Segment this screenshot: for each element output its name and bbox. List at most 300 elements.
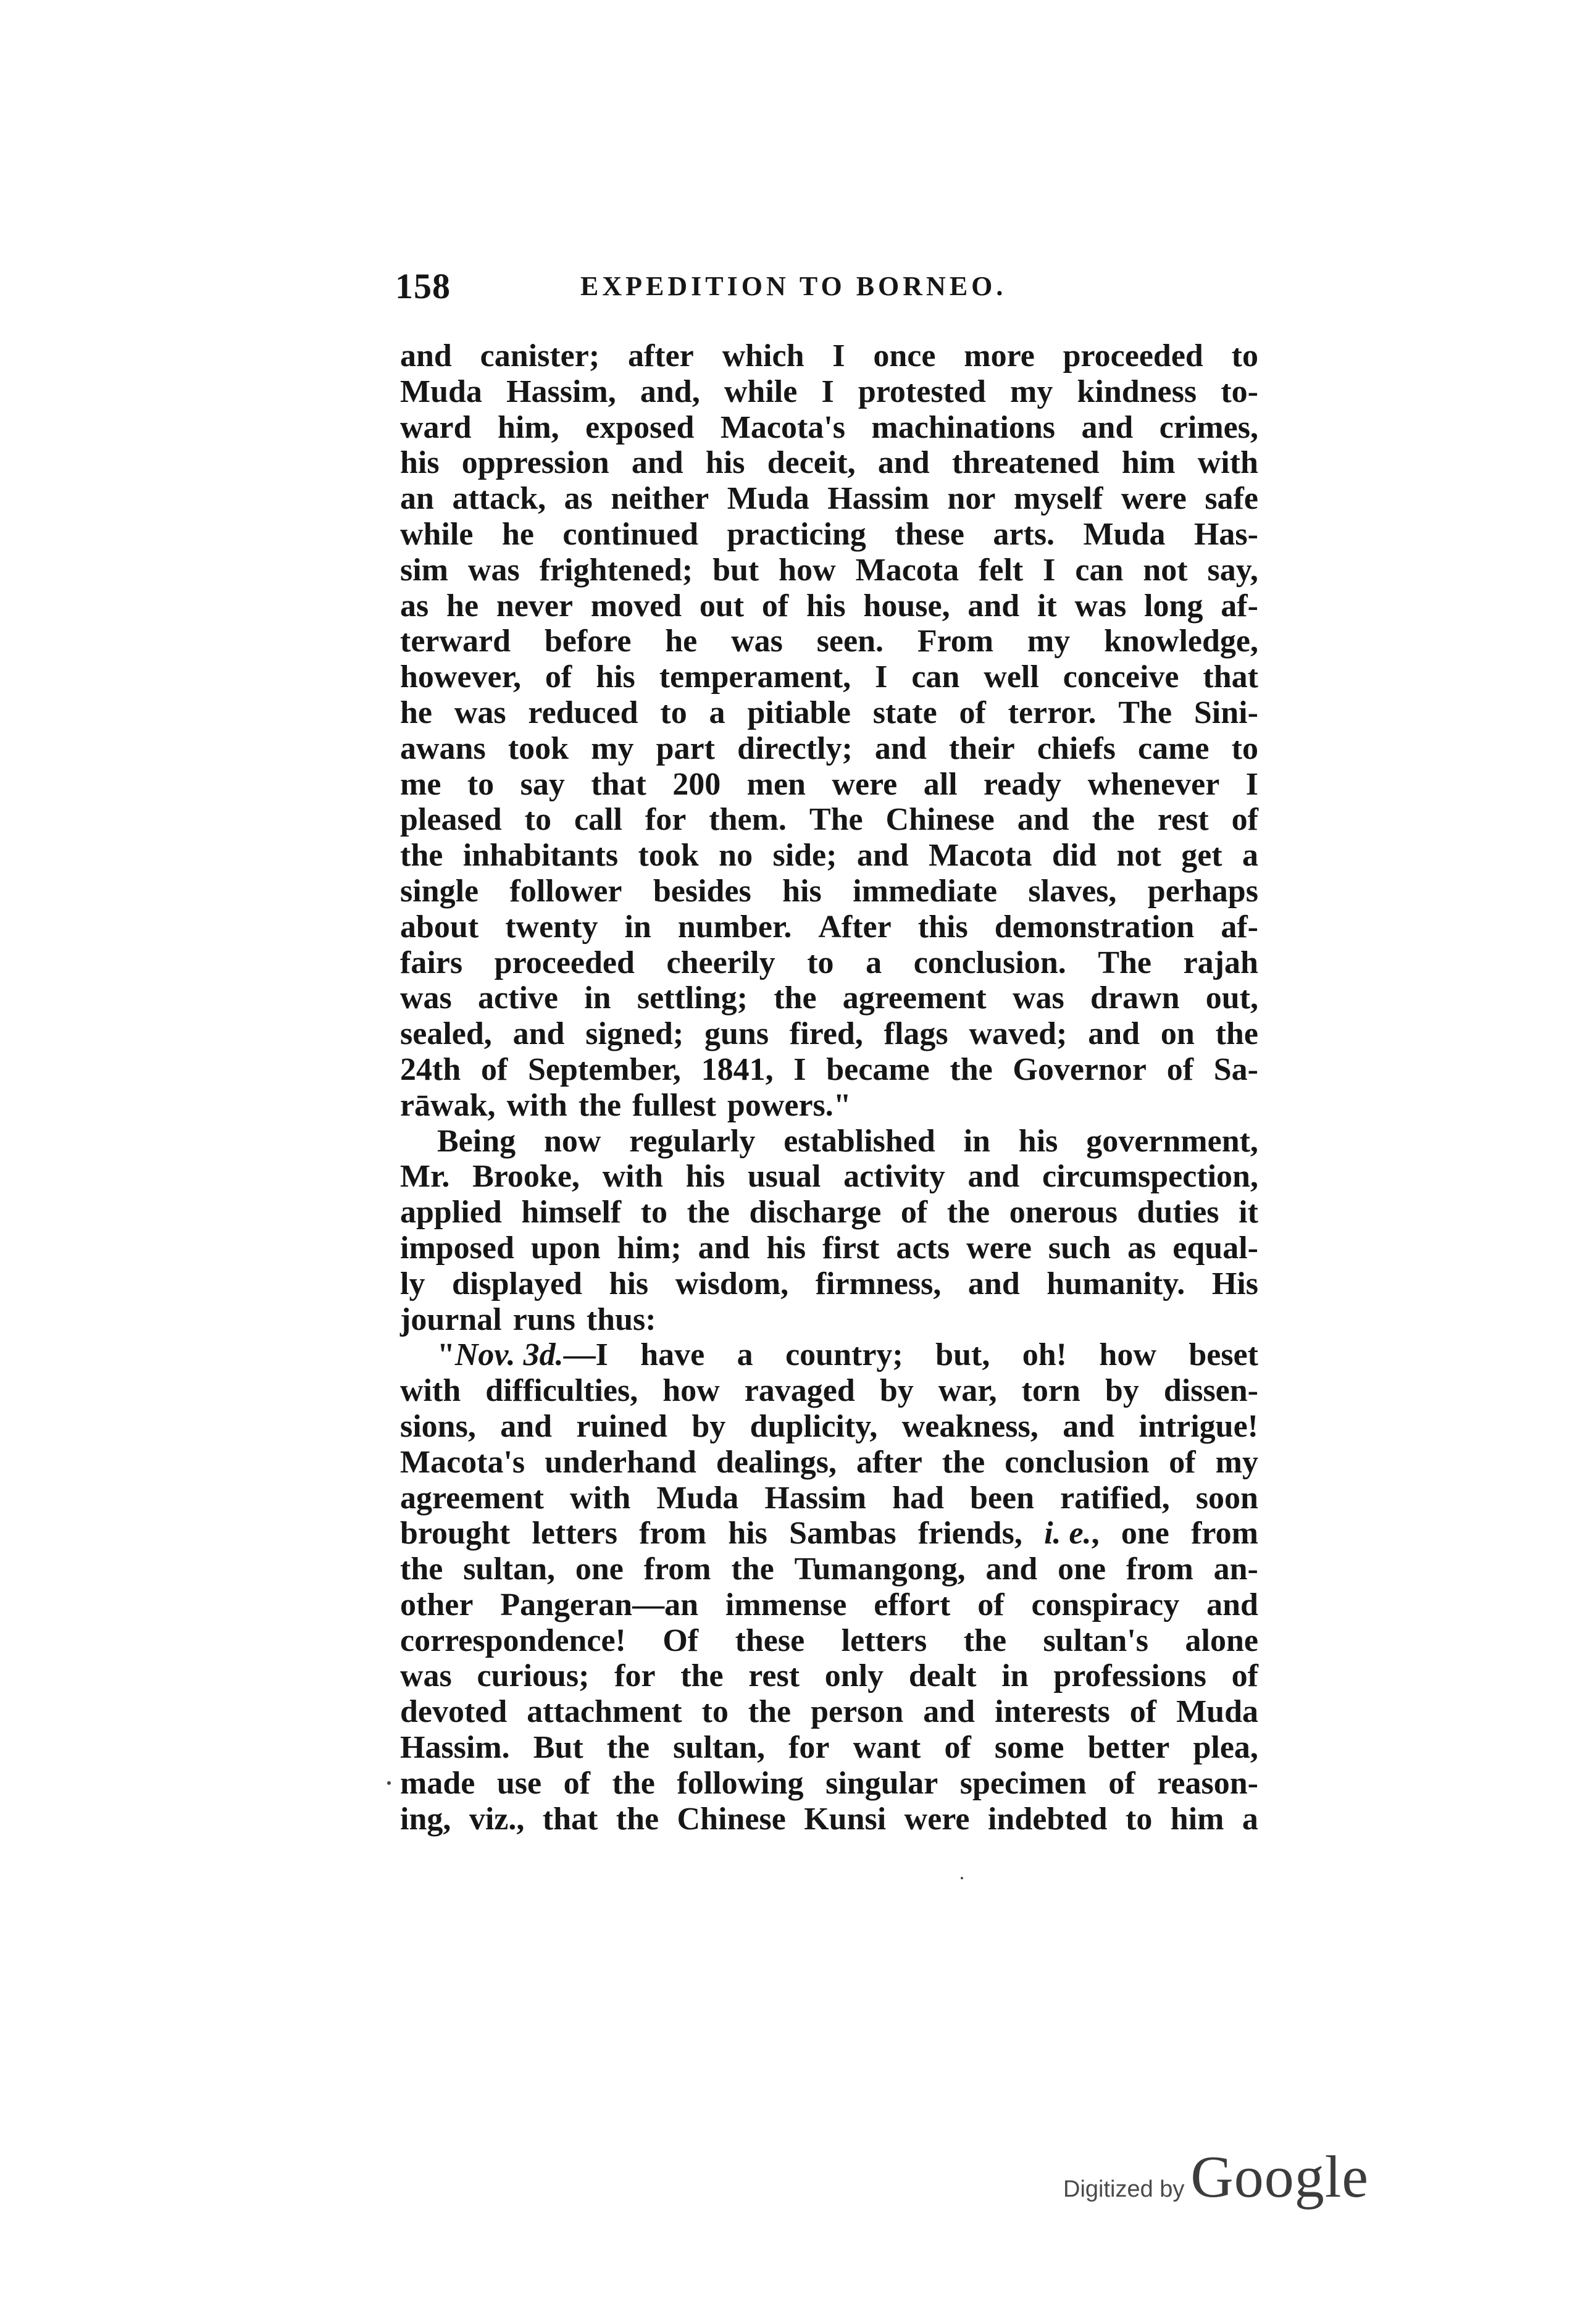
word: Macota: [855, 552, 959, 588]
word: say,: [1207, 552, 1258, 588]
word: the: [774, 980, 817, 1016]
text-line: [400, 1230, 1258, 1266]
word: letters: [532, 1516, 618, 1551]
word: wisdom,: [675, 1266, 789, 1301]
word: sultan,: [463, 1551, 556, 1587]
word: devoted: [400, 1694, 508, 1730]
text-line: [400, 1124, 1258, 1159]
word: powers.": [727, 1087, 851, 1123]
text-line: [400, 445, 1258, 481]
word: of: [761, 588, 789, 624]
text-line: [400, 1551, 1258, 1587]
word: country;: [785, 1337, 903, 1373]
word: these: [735, 1622, 805, 1658]
word: and: [631, 445, 683, 481]
word: waved;: [969, 1016, 1067, 1052]
word: awans: [400, 730, 486, 766]
word: Macota's: [720, 409, 845, 445]
word: proceeded: [494, 945, 635, 980]
word: ready: [984, 766, 1062, 802]
word: effort: [874, 1587, 951, 1622]
word: to: [1231, 730, 1258, 766]
word: the: [946, 1195, 990, 1230]
word: the: [748, 1694, 792, 1730]
word: settling;: [637, 980, 748, 1016]
word: was: [400, 1658, 452, 1694]
word: well: [984, 659, 1039, 695]
word: him: [1170, 1801, 1224, 1837]
word: his: [782, 873, 822, 909]
word: himself: [521, 1195, 622, 1230]
word: him: [1121, 445, 1176, 481]
word: I: [1043, 552, 1056, 588]
word: Sini-: [1193, 695, 1258, 730]
word: alone: [1185, 1622, 1258, 1658]
word: terward: [400, 624, 511, 659]
text-line: [400, 338, 1258, 374]
word: myself: [1013, 481, 1103, 517]
word: was: [400, 980, 452, 1016]
word: deceit,: [767, 445, 856, 481]
word: conclusion.: [913, 945, 1066, 980]
word: some: [994, 1730, 1064, 1766]
word: established: [783, 1123, 935, 1159]
word: one: [575, 1551, 624, 1587]
word: ravaged: [744, 1373, 855, 1409]
text-line: [400, 410, 1258, 446]
word: these: [895, 516, 964, 552]
word: the: [578, 1087, 622, 1123]
word: in: [1001, 1658, 1029, 1694]
word: my: [1010, 374, 1053, 409]
word: with: [506, 1087, 567, 1123]
word: sultan,: [673, 1730, 766, 1766]
word: Muda: [656, 1480, 739, 1516]
word: But: [533, 1730, 583, 1766]
word: beset: [1189, 1337, 1258, 1373]
text-line: [400, 1337, 1258, 1373]
word: practicing: [727, 516, 866, 552]
word: to: [1126, 1801, 1153, 1837]
word: before: [544, 624, 632, 659]
text-line: [400, 374, 1258, 410]
word: and: [967, 1266, 1020, 1301]
word: men: [746, 766, 806, 802]
word: sultan's: [1043, 1622, 1149, 1658]
text-line: [400, 909, 1258, 945]
word: as: [400, 588, 429, 624]
word: with: [602, 1159, 663, 1195]
word: with: [570, 1480, 631, 1516]
word: how: [1099, 1337, 1156, 1373]
digitized-by-label: Digitized by: [1063, 2176, 1185, 2202]
word: Sa-: [1213, 1051, 1258, 1087]
word: his: [609, 1266, 649, 1301]
text-line: [400, 1516, 1258, 1551]
word: underhand: [545, 1444, 696, 1480]
word: Tumangong,: [794, 1551, 966, 1587]
word: 200: [672, 766, 721, 802]
word: he: [665, 624, 698, 659]
word: Chinese: [885, 802, 995, 838]
word: conclusion: [1005, 1444, 1150, 1480]
word: made: [400, 1765, 475, 1801]
word: exposed: [585, 409, 695, 445]
word: from: [1126, 1551, 1193, 1587]
word: proceeded: [1063, 338, 1203, 374]
word: runs: [512, 1301, 575, 1337]
word: the: [400, 838, 443, 874]
text-line: [400, 695, 1258, 731]
word: side;: [772, 838, 837, 874]
text-line: [400, 980, 1258, 1016]
word: specimen: [959, 1765, 1087, 1801]
running-head: [395, 265, 1260, 315]
word: with: [1197, 445, 1258, 481]
text-line: [400, 481, 1258, 517]
word: dealt: [908, 1658, 977, 1694]
word: state: [872, 695, 937, 730]
word: such: [1048, 1230, 1111, 1266]
word: the: [606, 1730, 650, 1766]
word: indebted: [987, 1801, 1108, 1837]
word: and: [1063, 1408, 1115, 1444]
word: of: [480, 1051, 508, 1087]
word: fired,: [789, 1016, 863, 1052]
text-line: [400, 1302, 1258, 1338]
word: crimes,: [1159, 409, 1258, 445]
word: which: [722, 338, 804, 374]
text-line: [400, 1623, 1258, 1659]
word: been: [970, 1480, 1035, 1516]
word: as: [1127, 1230, 1156, 1266]
word: his: [685, 1159, 725, 1195]
word: use: [496, 1765, 542, 1801]
word: from: [1191, 1516, 1258, 1551]
word: and: [967, 1159, 1020, 1195]
word: never: [496, 588, 573, 624]
word: was: [467, 552, 520, 588]
word: firmness,: [815, 1266, 942, 1301]
word: thus:: [586, 1301, 656, 1337]
word: war,: [938, 1373, 997, 1409]
word: journal: [400, 1301, 502, 1337]
word: he: [501, 516, 534, 552]
word: and: [923, 1694, 976, 1730]
word: can: [911, 659, 960, 695]
word: to-: [1221, 374, 1258, 409]
word: terror.: [1008, 695, 1097, 730]
word: Muda: [1176, 1694, 1258, 1730]
text-line: [400, 1445, 1258, 1480]
text-line: [400, 1409, 1258, 1445]
word: how: [779, 552, 836, 588]
word: dissen-: [1163, 1373, 1258, 1409]
word: get: [1181, 838, 1222, 874]
word: threatened: [951, 445, 1100, 481]
word: Kunsi: [804, 1801, 887, 1837]
word: was: [1012, 980, 1064, 1016]
word: one: [1058, 1551, 1106, 1587]
word: neither: [611, 481, 709, 517]
word: after: [627, 338, 694, 374]
word: that: [542, 1801, 598, 1837]
word: his: [1018, 1123, 1058, 1159]
word: Pangeran—an: [500, 1587, 698, 1622]
word: onerous: [1009, 1195, 1118, 1230]
word: a: [709, 695, 725, 730]
word: usual: [747, 1159, 821, 1195]
text-line: [400, 767, 1258, 803]
word: to: [660, 695, 687, 730]
word: The: [1098, 945, 1152, 980]
word: upon: [530, 1230, 601, 1266]
word: agreement: [842, 980, 987, 1016]
word: out: [699, 588, 745, 624]
word: acts: [896, 1230, 950, 1266]
word: Being: [437, 1123, 516, 1159]
word: active: [478, 980, 558, 1016]
word: demonstration: [994, 909, 1195, 945]
word: September,: [527, 1051, 681, 1087]
word: and: [874, 730, 927, 766]
word: After: [818, 909, 892, 945]
word: conceive: [1063, 659, 1179, 695]
word: single: [400, 873, 479, 909]
word: of: [944, 1730, 971, 1766]
word: this: [917, 909, 968, 945]
word: the: [950, 1051, 993, 1087]
word: not: [1143, 552, 1188, 588]
word: agreement: [400, 1480, 544, 1516]
word: once: [873, 338, 936, 374]
word: the: [680, 1658, 724, 1694]
word: a: [737, 1337, 753, 1373]
word: nor: [947, 481, 996, 517]
word: moved: [590, 588, 682, 624]
scan-speck: [387, 1781, 391, 1785]
word: brought: [400, 1516, 511, 1551]
word: part: [656, 730, 715, 766]
word: humanity.: [1047, 1266, 1185, 1301]
word: besides: [653, 873, 751, 909]
word: pitiable: [747, 695, 851, 730]
word: duties: [1137, 1195, 1219, 1230]
word: while: [400, 516, 474, 552]
word: more: [964, 338, 1035, 374]
word: ward: [400, 409, 472, 445]
word: the: [616, 1801, 659, 1837]
word: with: [400, 1373, 461, 1409]
word: "Nov. 3d.—I: [437, 1337, 608, 1373]
word: in: [963, 1123, 990, 1159]
word: have: [640, 1337, 705, 1373]
word: long: [1144, 588, 1203, 624]
word: of: [1231, 1658, 1258, 1694]
word: plea,: [1193, 1730, 1258, 1766]
word: and: [856, 838, 909, 874]
text-line: [400, 838, 1258, 874]
word: his: [728, 1516, 767, 1551]
word: 24th: [400, 1051, 461, 1087]
word: call: [574, 802, 622, 838]
word: them.: [709, 802, 787, 838]
word: say: [520, 766, 565, 802]
word: conspiracy: [1031, 1587, 1180, 1622]
word: him,: [498, 409, 559, 445]
word: letters: [841, 1622, 927, 1658]
word: came: [1138, 730, 1210, 766]
word: sions,: [400, 1408, 476, 1444]
word: on: [1160, 1016, 1195, 1052]
word: me: [400, 766, 441, 802]
word: now: [543, 1123, 601, 1159]
word: by: [879, 1373, 914, 1409]
text-line: [400, 802, 1258, 838]
word: temperament,: [659, 659, 851, 695]
word: The: [1118, 695, 1172, 730]
word: the: [942, 1444, 985, 1480]
word: for: [788, 1730, 830, 1766]
word: Hassim.: [400, 1730, 510, 1766]
word: a: [1242, 838, 1258, 874]
word: dealings,: [716, 1444, 837, 1480]
text-line: [400, 945, 1258, 981]
word: he: [400, 695, 432, 730]
word: took: [508, 730, 569, 766]
word: and: [512, 1016, 565, 1052]
word: not: [1116, 838, 1161, 874]
word: af-: [1221, 909, 1258, 945]
text-line: [400, 1658, 1258, 1694]
word: and: [1088, 1016, 1140, 1052]
word: want: [853, 1730, 921, 1766]
word: and: [967, 588, 1020, 624]
word: felt: [979, 552, 1024, 588]
word: fairs: [400, 945, 463, 980]
word: directly;: [737, 730, 853, 766]
word: Hassim,: [506, 374, 616, 409]
word: to: [524, 802, 551, 838]
word: Muda: [400, 374, 482, 409]
word: of: [959, 695, 986, 730]
word: my: [591, 730, 634, 766]
word: of: [1129, 1694, 1157, 1730]
word: out,: [1205, 980, 1258, 1016]
word: rest: [1157, 802, 1209, 838]
word: to: [807, 945, 834, 980]
word: the: [731, 1551, 774, 1587]
word: friends,: [917, 1516, 1022, 1551]
word: became: [826, 1051, 930, 1087]
word: of: [1166, 1051, 1194, 1087]
text-line: [400, 1373, 1258, 1409]
word: signed;: [585, 1016, 684, 1052]
word: I: [821, 374, 834, 409]
word: how: [662, 1373, 720, 1409]
word: reason-: [1157, 1765, 1258, 1801]
word: of: [545, 659, 572, 695]
word: drawn: [1090, 980, 1180, 1016]
word: Sambas: [789, 1516, 896, 1551]
word: to: [701, 1694, 729, 1730]
word: number.: [677, 909, 792, 945]
word: the: [1092, 802, 1135, 838]
word: ruined: [576, 1408, 667, 1444]
word: and: [698, 1230, 750, 1266]
word: soon: [1195, 1480, 1258, 1516]
word: and: [985, 1551, 1038, 1587]
word: the: [612, 1765, 655, 1801]
word: of: [563, 1765, 590, 1801]
text-line: [400, 1730, 1258, 1766]
text-line: [400, 1195, 1258, 1230]
word: From: [917, 624, 994, 659]
word: I: [793, 1051, 806, 1087]
word: of: [1108, 1765, 1135, 1801]
word: my: [1027, 624, 1071, 659]
word: the: [687, 1195, 730, 1230]
word: by: [691, 1408, 726, 1444]
scan-speck: [961, 1877, 963, 1879]
word: oppression: [461, 445, 609, 481]
word: Of: [662, 1622, 699, 1658]
word: Chinese: [677, 1801, 786, 1837]
word: and: [1017, 802, 1069, 838]
word: to: [467, 766, 495, 802]
word: his: [596, 659, 635, 695]
word: sealed,: [400, 1016, 492, 1052]
word: from: [643, 1551, 711, 1587]
word: did: [1051, 838, 1097, 874]
word: equal-: [1172, 1230, 1258, 1266]
text-line: [400, 659, 1258, 695]
word: by: [1105, 1373, 1139, 1409]
word: Governor: [1013, 1051, 1147, 1087]
word: the: [400, 1551, 443, 1587]
word: fullest: [632, 1087, 716, 1123]
word: he: [446, 588, 479, 624]
word: person: [811, 1694, 904, 1730]
text-line: [400, 731, 1258, 767]
word: house,: [863, 588, 950, 624]
word: was: [1074, 588, 1127, 624]
word: Hassim: [827, 481, 929, 517]
word: first: [822, 1230, 880, 1266]
word: professions: [1053, 1658, 1206, 1694]
text-line: [400, 1480, 1258, 1516]
text-line: [400, 1159, 1258, 1195]
word: that: [1203, 659, 1258, 695]
word: no: [719, 838, 753, 874]
word: other: [400, 1587, 474, 1622]
text-line: [400, 1052, 1258, 1088]
word: applied: [400, 1195, 502, 1230]
word: safe: [1205, 481, 1258, 517]
word: it: [1239, 1195, 1258, 1230]
text-line: [400, 624, 1258, 659]
text-line: [400, 1802, 1258, 1837]
word: only: [824, 1658, 884, 1694]
text-line: [400, 588, 1258, 624]
word: protested: [858, 374, 986, 409]
word: perhaps: [1147, 873, 1258, 909]
word: his: [705, 445, 745, 481]
word: curious;: [477, 1658, 590, 1694]
google-logo: Google: [1190, 2144, 1369, 2210]
word: imposed: [400, 1230, 514, 1266]
word: weakness,: [901, 1408, 1038, 1444]
